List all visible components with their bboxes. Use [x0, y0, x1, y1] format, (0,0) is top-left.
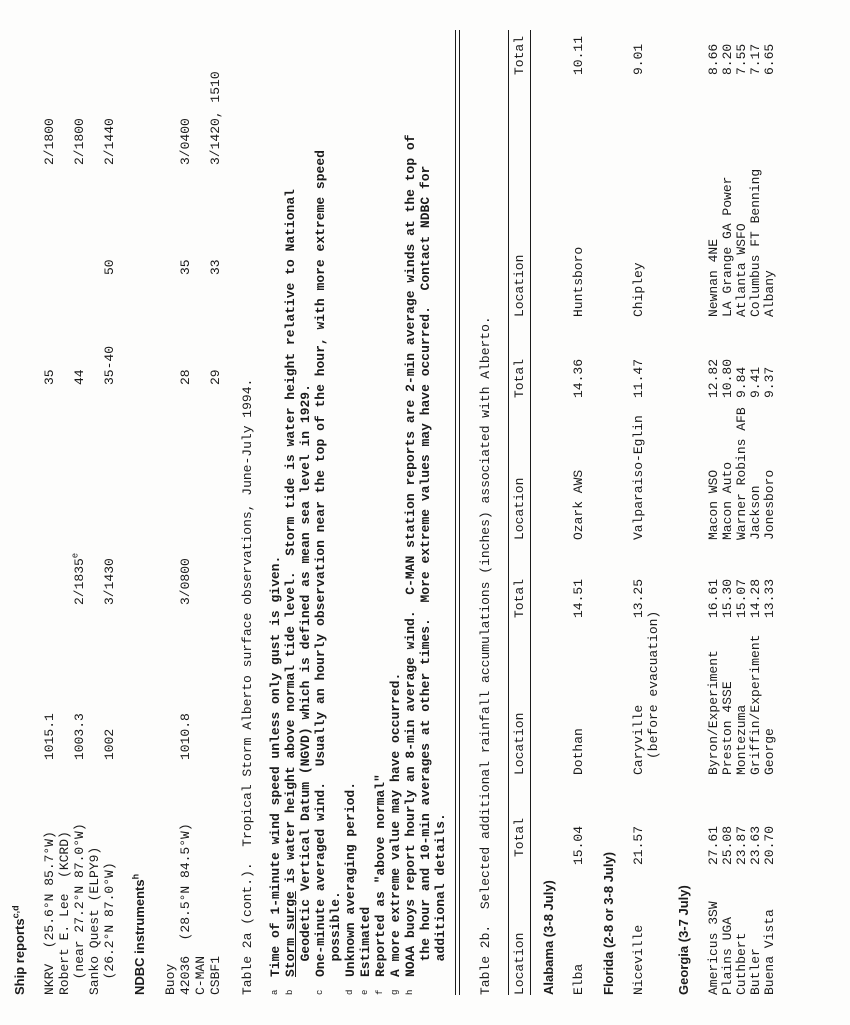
- table-cell: 14.28: [748, 578, 763, 618]
- footnote-h-line-2: the hour and 10-min averages at other times. More extreme values may have occurred. Contact NDBC for: [418, 165, 433, 977]
- table-cell: 11.47: [631, 358, 646, 398]
- table-cell: 7.55: [734, 43, 749, 75]
- ship-row-3-datetime: 2/1440: [102, 118, 117, 165]
- table-cell: 13.25: [631, 578, 646, 618]
- footnote-e-line-1: Estimated: [358, 906, 373, 977]
- ship-reports-heading: Ship reports$^{c,d}$: [10, 905, 27, 995]
- table-cell: Dothan: [571, 728, 586, 775]
- table-cell: Jonesboro: [762, 469, 777, 540]
- footnote-h-line-1: NOAA buoys report hourly an 8-min average wind. C-MAN station reports are 2-min average winds at the top of: [403, 134, 418, 977]
- table-cell: 23.87: [734, 825, 749, 865]
- table-cell: LA Grange GA Power: [720, 176, 735, 317]
- ship-row-2-position: (near 27.2°N 87.0°W): [72, 823, 87, 995]
- table-cell: 15.07: [734, 578, 749, 618]
- table-cell: 9.37: [762, 366, 777, 398]
- table-cell: George: [762, 728, 777, 775]
- footnote-d-letter: d: [345, 989, 355, 995]
- ship-row-3-gust: 50: [102, 259, 117, 275]
- table-cell: 15.04: [571, 825, 586, 865]
- ship-row-2-wind: 44: [72, 369, 87, 385]
- footnote-g-letter: g: [390, 989, 400, 995]
- footnote-a-letter: a: [270, 989, 280, 995]
- table-cell: 25.08: [720, 825, 735, 865]
- footnote-e-letter: e: [360, 989, 370, 995]
- ndbc-heading: NDBC instruments$^h$: [130, 873, 147, 995]
- ndbc-row-1-pressure-time: 3/0800: [178, 558, 193, 605]
- table-cell: Montezuma: [734, 704, 749, 775]
- ship-row-1-datetime: 2/1800: [42, 118, 57, 165]
- divider-rule-top: [455, 30, 456, 995]
- table-cell: 27.61: [706, 825, 721, 865]
- table-cell: 10.11: [571, 35, 586, 75]
- table-cell: Cuthbert: [734, 932, 749, 995]
- table-cell: Huntsboro: [571, 246, 586, 317]
- state-alabama: Alabama (3-8 July): [541, 880, 556, 995]
- ship-row-3-pressure: 1002: [102, 728, 117, 760]
- table-cell: 21.57: [631, 825, 646, 865]
- header-total-1: Total: [512, 817, 527, 857]
- table-cell: Jackson: [748, 485, 763, 540]
- footnote-f-letter: f: [375, 989, 385, 995]
- table-cell: 23.63: [748, 825, 763, 865]
- footnote-b-line-2: Geodetic Vertical Datum (NGVD) which is defined as mean sea level in 1929.: [298, 384, 313, 977]
- ndbc-row-1-station: 42036 (28.5°N 84.5°W): [178, 823, 193, 995]
- ndbc-row-1-datetime: 3/0400: [178, 118, 193, 165]
- header-location-4: Location: [512, 254, 527, 317]
- table-cell: 14.36: [571, 358, 586, 398]
- ndbc-row-1-pressure: 1010.8: [178, 713, 193, 760]
- table-2b-top-rule: [508, 30, 509, 995]
- header-location-2: Location: [512, 712, 527, 775]
- ndbc-row-1-type: Buoy: [163, 963, 178, 995]
- table-cell: Macon Auto: [720, 461, 735, 540]
- state-florida: Florida (2-8 or 3-8 July): [601, 851, 616, 995]
- header-location-3: Location: [512, 477, 527, 540]
- table-2b-caption: Table 2b. Selected additional rainfall accumulations (inches) associated with Alberto.: [478, 316, 493, 995]
- ndbc-row-2-datetime: 3/1420, 1510: [208, 71, 223, 165]
- ship-row-3-position: (26.2°N 87.0°W): [102, 862, 117, 995]
- footnote-b-line-1: Storm surge is water height above normal tide level. Storm tide is water height relative to National: [283, 189, 298, 977]
- ship-row-2-pressure: 1003.3: [72, 713, 87, 760]
- table-2b-header-rule: [530, 30, 531, 995]
- table-cell: 10.80: [720, 358, 735, 398]
- table-cell: Macon WSO: [706, 469, 721, 540]
- ndbc-row-2-wind: 29: [208, 369, 223, 385]
- table-cell: Byron/Experiment: [706, 650, 721, 775]
- header-total-3: Total: [512, 358, 527, 398]
- ship-row-3-wind: 35-40: [102, 345, 117, 385]
- table-cell: Ozark AWS: [571, 469, 586, 540]
- table-cell: Columbus FT Benning: [748, 168, 763, 317]
- table-cell: Caryville: [631, 704, 646, 775]
- table-cell: 20.70: [762, 825, 777, 865]
- header-total-4: Total: [512, 35, 527, 75]
- table-cell: 9.84: [734, 366, 749, 398]
- table-cell: 9.01: [631, 43, 646, 75]
- ship-row-1-station: NKRV (25.6°N 85.7°W): [42, 831, 57, 995]
- divider-rule-bottom: [459, 30, 460, 995]
- table-cell: 8.66: [706, 43, 721, 75]
- table-cell: Valparaiso-Eglin: [631, 415, 646, 540]
- footnote-a-line-1: Time of 1-minute wind speed unless only gust is given.: [268, 555, 283, 977]
- table-cell: Preston 4SSE: [720, 681, 735, 775]
- ship-row-3-pressure-time: 3/1430: [102, 558, 117, 605]
- table-cell: 9.41: [748, 366, 763, 398]
- table-cell: Albany: [762, 270, 777, 317]
- ship-row-2-pressure-time: 2/1835e: [70, 552, 87, 605]
- footnote-h-line-3: additional details.: [433, 813, 448, 977]
- ndbc-row-1-wind: 28: [178, 369, 193, 385]
- table-cell: Americus 3SW: [706, 901, 721, 995]
- table-cell: 8.20: [720, 43, 735, 75]
- footnote-f-line-1: Reported as "above normal": [373, 774, 388, 977]
- table-cell: Newnan 4NE: [706, 238, 721, 317]
- ship-row-2-station: Robert E. Lee (KCRD): [57, 831, 72, 995]
- ndbc-row-1-gust: 35: [178, 259, 193, 275]
- ndbc-row-2-gust: 33: [208, 259, 223, 275]
- state-georgia: Georgia (3-7 July): [676, 885, 691, 995]
- header-total-2: Total: [512, 578, 527, 618]
- footnote-c-letter: c: [315, 989, 325, 995]
- footnote-b-letter: b: [285, 989, 295, 995]
- table-cell: 7.17: [748, 43, 763, 75]
- ship-row-1-wind: 35: [42, 369, 57, 385]
- table-cell-note: (before evacuation): [646, 610, 661, 759]
- footnote-h-letter: h: [405, 989, 415, 995]
- table-cell: Atlanta WSFO: [734, 223, 749, 317]
- table-cell: 13.33: [762, 578, 777, 618]
- table-cell: Buena Vista: [762, 909, 777, 995]
- table-cell: Elba: [571, 963, 586, 995]
- footnote-c-line-2: possible.: [328, 891, 343, 977]
- ship-row-3-station: Sanko Quest (ELPY9): [87, 846, 102, 995]
- table-cell: 16.61: [706, 578, 721, 618]
- table-cell: Chipley: [631, 262, 646, 317]
- footnote-d-line-1: Unknown averaging period.: [343, 781, 358, 977]
- table-cell: Niceville: [631, 924, 646, 995]
- table-2a-caption: Table 2a (cont.). Tropical Storm Alberto surface observations, June-July 1994.: [240, 378, 255, 995]
- ship-row-2-datetime: 2/1800: [72, 118, 87, 165]
- table-cell: Griffin/Experiment: [748, 634, 763, 775]
- footnote-g-line-1: A more extreme value may have occurred.: [388, 672, 403, 977]
- table-cell: 6.65: [762, 43, 777, 75]
- table-cell: 14.51: [571, 578, 586, 618]
- table-cell: Butler: [748, 948, 763, 995]
- ship-row-1-pressure: 1015.1: [42, 713, 57, 760]
- table-cell: Plains UGA: [720, 916, 735, 995]
- table-cell: Warner Robins AFB: [734, 407, 749, 540]
- ndbc-row-2-station: CSBF1: [208, 955, 223, 995]
- table-cell: 12.82: [706, 358, 721, 398]
- footnote-c-line-1: One-minute averaged wind. Usually an hourly observation near the top of the hour, with more extreme speed: [313, 150, 328, 977]
- table-cell: 15.30: [720, 578, 735, 618]
- ndbc-row-2-type: C-MAN: [193, 955, 208, 995]
- header-location-1: Location: [512, 932, 527, 995]
